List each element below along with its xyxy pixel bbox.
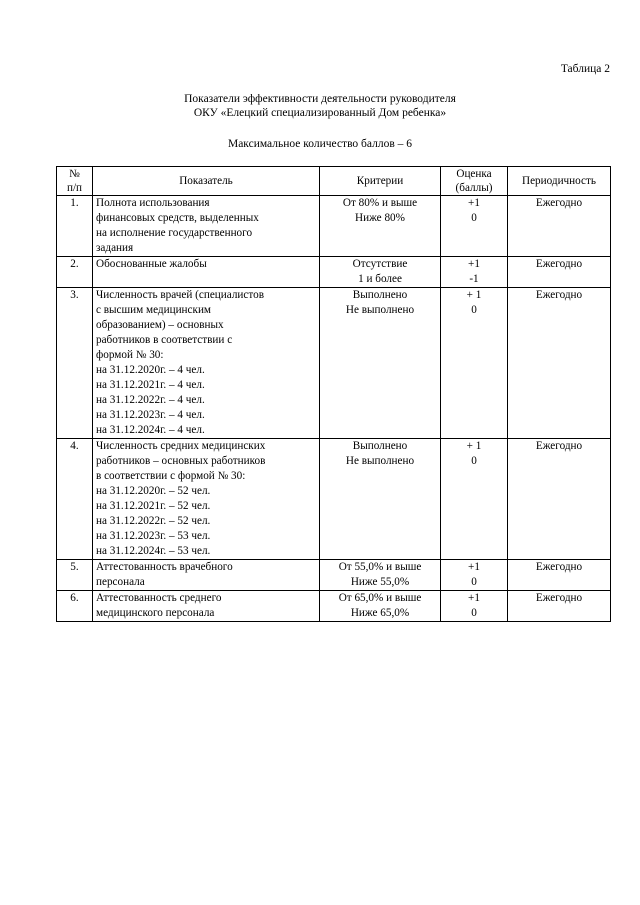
indicator-line: на 31.12.2022г. – 52 чел. <box>96 515 211 527</box>
indicator-line: Аттестованность врачебного <box>96 561 233 573</box>
table-body <box>57 196 611 622</box>
indicator-line: на 31.12.2020г. – 4 чел. <box>96 364 205 376</box>
indicator-line: на 31.12.2023г. – 53 чел. <box>96 530 211 542</box>
score-line: 0 <box>471 212 477 224</box>
score-cell <box>441 196 508 257</box>
indicator-line: с высшим медицинским <box>96 304 212 316</box>
criteria-cell <box>320 288 441 439</box>
indicator-line: образованием) – основных <box>96 319 224 331</box>
indicator-line: работников – основных работников <box>96 455 266 467</box>
indicator-line: на 31.12.2021г. – 4 чел. <box>96 379 205 391</box>
row-number: 1. <box>57 196 93 257</box>
criteria-line: Не выполнено <box>345 455 415 467</box>
table-row <box>57 439 611 560</box>
table-row <box>57 196 611 257</box>
indicators-table <box>56 166 611 622</box>
score-line: +1 <box>468 258 480 270</box>
criteria-line: Ниже 65,0% <box>350 607 410 619</box>
indicator-line: персонала <box>96 576 145 588</box>
indicator-line: в соответствии с формой № 30: <box>96 470 246 482</box>
header-score <box>441 167 508 196</box>
header-period: Периодичность <box>508 167 611 196</box>
score-line: 0 <box>471 607 477 619</box>
criteria-cell <box>320 196 441 257</box>
criteria-line: Не выполнено <box>345 304 415 316</box>
document-title <box>0 92 640 120</box>
indicator-line: Численность врачей (специалистов <box>96 289 264 301</box>
criteria-line: 1 и более <box>358 273 402 285</box>
criteria-line: Выполнено <box>352 289 408 301</box>
header-num-line-1: № <box>69 168 80 180</box>
table-row <box>57 257 611 288</box>
indicator-cell <box>93 257 320 288</box>
indicator-line: финансовых средств, выделенных <box>96 212 259 224</box>
score-line: + 1 <box>466 289 482 301</box>
indicator-line: Численность средних медицинских <box>96 440 266 452</box>
title-line-1: Показатели эффективности деятельности руководителя <box>184 93 456 105</box>
indicator-line: медицинского персонала <box>96 607 215 619</box>
title-line-2: ОКУ «Елецкий специализированный Дом ребенка» <box>193 107 447 119</box>
row-number: 6. <box>57 591 93 622</box>
row-number: 3. <box>57 288 93 439</box>
indicator-line: формой № 30: <box>96 349 164 361</box>
score-cell <box>441 288 508 439</box>
row-number: 2. <box>57 257 93 288</box>
score-cell <box>441 591 508 622</box>
period-cell: Ежегодно <box>508 560 611 591</box>
period-cell: Ежегодно <box>508 439 611 560</box>
table-row <box>57 560 611 591</box>
period-cell: Ежегодно <box>508 196 611 257</box>
score-line: -1 <box>469 273 479 285</box>
indicator-line: на 31.12.2022г. – 4 чел. <box>96 394 205 406</box>
header-num-line-2: п/п <box>66 182 83 194</box>
header-score-line-1: Оценка <box>456 168 492 180</box>
score-line: + 1 <box>466 440 482 452</box>
period-cell: Ежегодно <box>508 257 611 288</box>
table-number: Таблица 2 <box>560 63 610 75</box>
indicator-line: на 31.12.2020г. – 52 чел. <box>96 485 211 497</box>
header-indicator: Показатель <box>93 167 320 196</box>
table-row <box>57 288 611 439</box>
indicator-cell <box>93 439 320 560</box>
table-header-row <box>57 167 611 196</box>
criteria-line: От 65,0% и выше <box>338 592 422 604</box>
header-score-line-2: (баллы) <box>455 182 493 194</box>
score-line: 0 <box>471 455 477 467</box>
indicator-line: Полнота использования <box>96 197 210 209</box>
score-cell <box>441 439 508 560</box>
indicator-line: Аттестованность среднего <box>96 592 222 604</box>
criteria-line: Выполнено <box>352 440 408 452</box>
indicator-line: на 31.12.2024г. – 4 чел. <box>96 424 205 436</box>
indicator-cell <box>93 196 320 257</box>
indicator-line: на исполнение государственного <box>96 227 253 239</box>
criteria-line: От 55,0% и выше <box>338 561 422 573</box>
period-cell: Ежегодно <box>508 288 611 439</box>
criteria-cell <box>320 591 441 622</box>
indicator-line: на 31.12.2023г. – 4 чел. <box>96 409 205 421</box>
score-line: 0 <box>471 576 477 588</box>
score-line: +1 <box>468 197 480 209</box>
criteria-line: Ниже 80% <box>355 212 405 224</box>
criteria-cell <box>320 560 441 591</box>
period-cell: Ежегодно <box>508 591 611 622</box>
indicator-line: задания <box>96 242 134 254</box>
score-cell <box>441 257 508 288</box>
row-number: 4. <box>57 439 93 560</box>
indicator-line: на 31.12.2024г. – 53 чел. <box>96 545 211 557</box>
indicator-cell <box>93 591 320 622</box>
criteria-cell <box>320 257 441 288</box>
indicator-cell <box>93 560 320 591</box>
header-num <box>57 167 93 196</box>
row-number: 5. <box>57 560 93 591</box>
criteria-line: Ниже 55,0% <box>350 576 410 588</box>
indicator-cell <box>93 288 320 439</box>
criteria-cell <box>320 439 441 560</box>
criteria-line: От 80% и выше <box>342 197 418 209</box>
indicator-line: работников в соответствии с <box>96 334 233 346</box>
score-cell <box>441 560 508 591</box>
max-score-subtitle: Максимальное количество баллов – 6 <box>227 138 413 150</box>
indicator-line: на 31.12.2021г. – 52 чел. <box>96 500 211 512</box>
score-line: +1 <box>468 561 480 573</box>
criteria-line: Отсутствие <box>352 258 408 270</box>
table-row <box>57 591 611 622</box>
header-criteria: Критерии <box>320 167 441 196</box>
score-line: 0 <box>471 304 477 316</box>
indicator-line: Обоснованные жалобы <box>96 258 207 270</box>
score-line: +1 <box>468 592 480 604</box>
